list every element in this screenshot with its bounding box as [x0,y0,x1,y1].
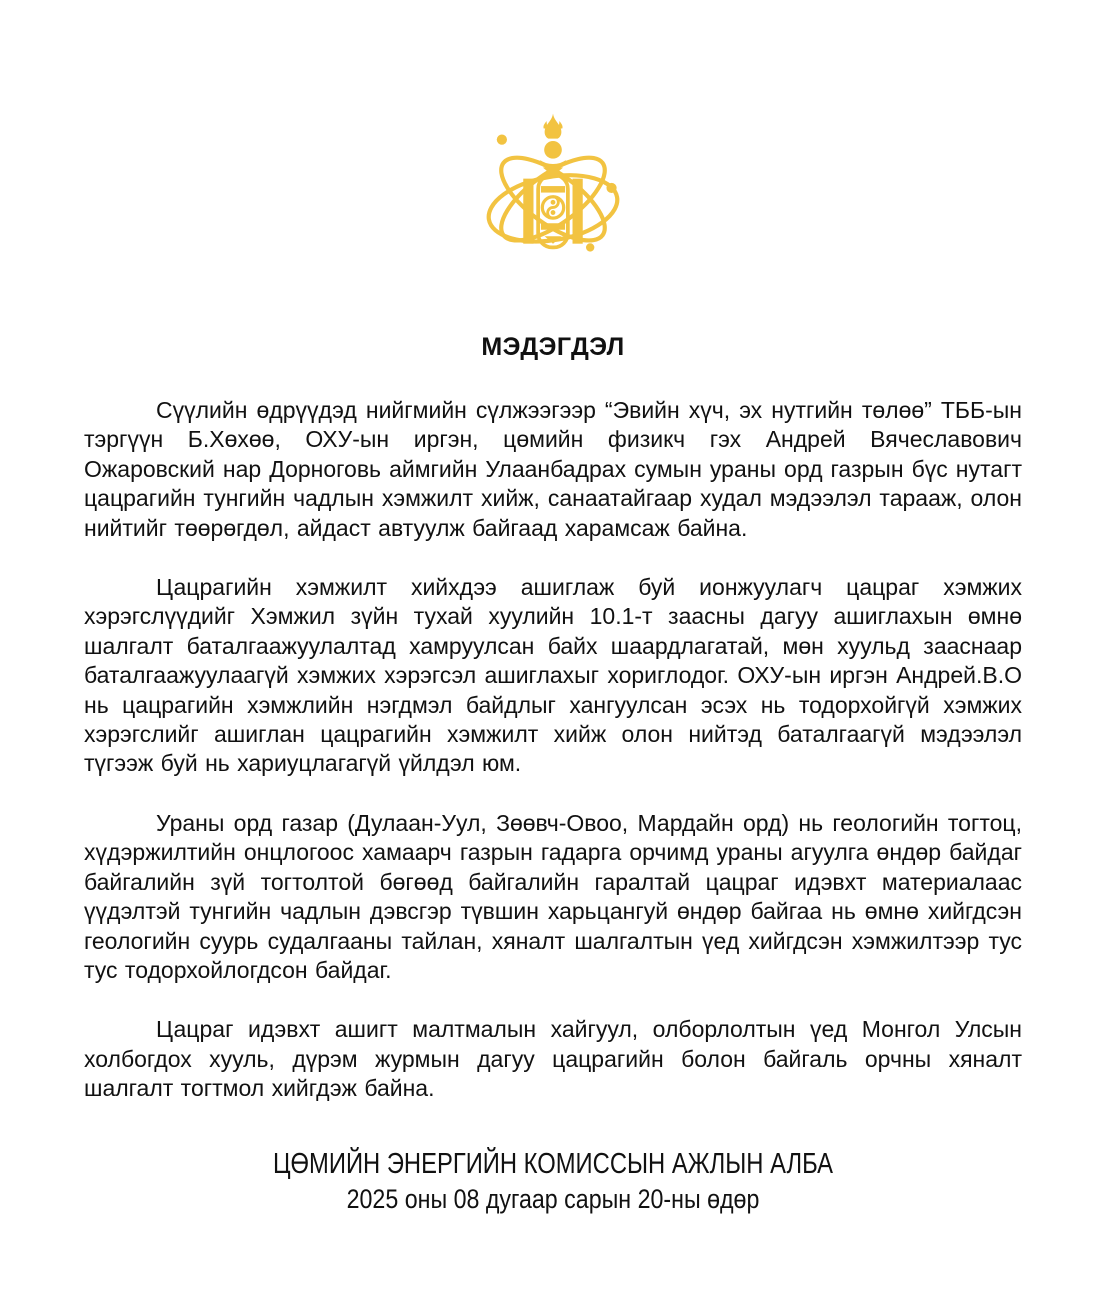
atom-soyombo-logo-icon [477,108,629,271]
document-body [84,396,1022,1104]
document-date: 2025 оны 08 дугаар сарын 20-ны өдөр [346,1183,760,1214]
paragraph-2: Цацрагийн хэмжилт хийхдээ ашиглаж буй ионжуулагч цацраг хэмжих хэрэгслүүдийг Хэмжил зүйн тухай хуулийн 10.1-т заасны дагуу ашиглахын өмнө шалгалт баталгаажуулалтад хамруулсан байх шаардлагатай, мөн хуульд зааснаар баталгаажуулаагүй хэмжих хэрэгсэл ашиглахыг хориглодог. ОХУ-ын иргэн Андрей.В.О нь цацрагийн хэмжлийн нэгдмэл байдлыг хангуулсан эсэх нь тодорхойгүй хэмжих хэрэгслийг ашиглан цацрагийн хэмжилт хийж олон нийтэд баталгаагүй мэдээлэл түгээж буй нь хариуцлагагүй үйлдэл юм. [84,574,1022,777]
page-title: МЭДЭГДЭЛ [481,333,625,361]
paragraph-4: Цацраг идэвхт ашигт малтмалын хайгуул, олборлолтын үед Монгол Улсын холбогдох хууль, дүрэм журмын дагуу цацрагийн болон байгаль орчны хяналт шалгалт тогтмол хийгдэж байна. [84,1016,1022,1102]
organization-name: ЦӨМИЙН ЭНЕРГИЙН КОМИССЫН АЖЛЫН АЛБА [272,1147,834,1180]
paragraph-1: Сүүлийн өдрүүдэд нийгмийн сүлжээгээр “Эвийн хүч, эх нутгийн төлөө” ТББ-ын тэргүүн Б.Хөхөө, ОХУ-ын иргэн, цөмийн физикч гэх Андрей Вячеславович Ожаровский нар Дорноговь аймгийн Улаанбадрах сумын ураны орд газрын бүс нутагт цацрагийн тунгийн чадлын хэмжилт хийж, санаатайгаар худал мэдээлэл тарааж, олон нийтийг төөрөгдөл, айдаст автуулж байгаад харамсаж байна. [84,397,1022,541]
document-footer [84,1146,1022,1216]
paragraph-3: Ураны орд газар (Дулаан-Уул, Зөөвч-Овоо, Мардайн орд) нь геологийн тогтоц, хүдэржилтийн онцлогоос хамаарч газрын гадарга орчимд ураны агуулга өндөр байдаг байгалийн зүй тогтолтой бөгөөд байгалийн гаралтай цацраг идэвхт материалаас үүдэлтэй тунгийн чадлын дэвсгэр түвшин харьцангуй өндөр байгаа нь өмнө хийгдсэн геологийн суурь судалгааны тайлан, хяналт шалгалтын үед хийгдсэн хэмжилтээр тус тус тодорхойлогдсон байдаг. [84,809,1022,983]
logo-container [84,0,1022,271]
